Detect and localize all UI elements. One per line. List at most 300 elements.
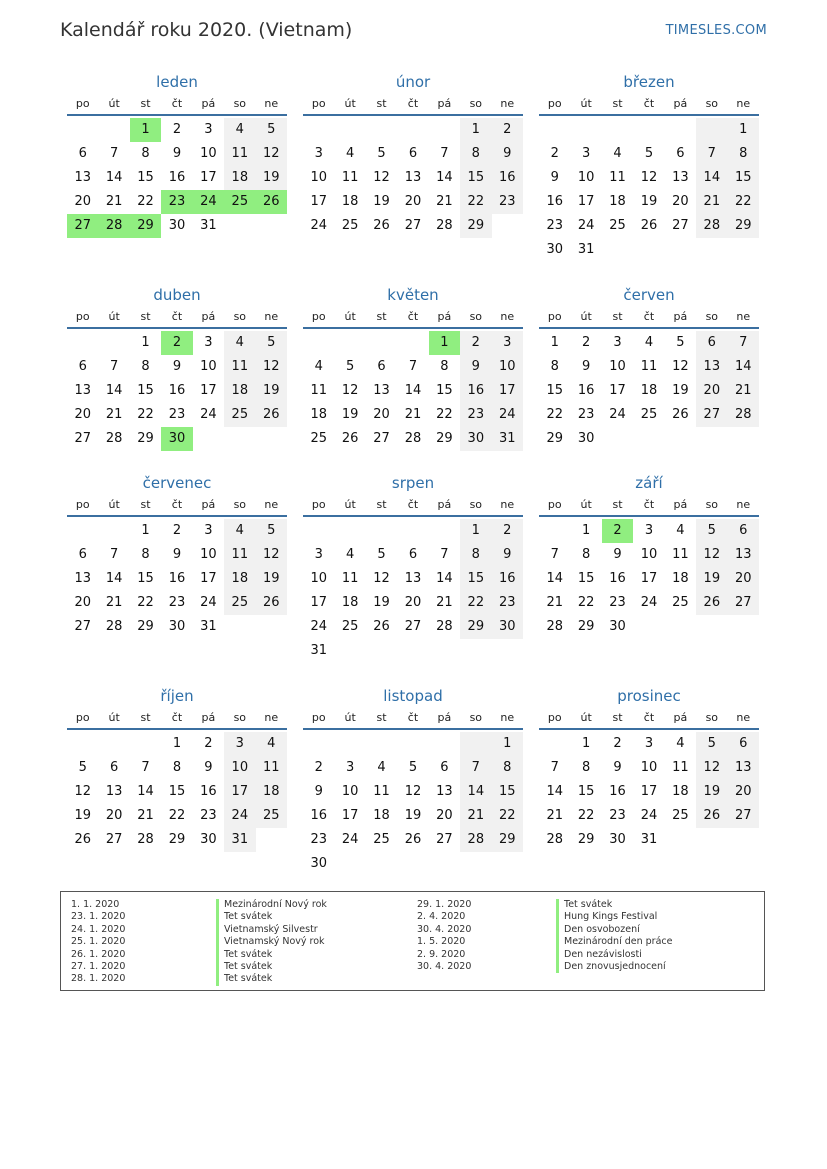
day-cell: 12 [640, 170, 658, 185]
day-cell: 5 [676, 335, 685, 350]
day-cell: 30 [200, 832, 217, 847]
day-cell: 8 [460, 543, 491, 567]
legend-holiday-name: Tet svátek [216, 973, 327, 985]
empty-cell [334, 519, 365, 543]
day-cell: 1 [172, 736, 182, 751]
day-cell: 23 [577, 407, 595, 422]
day-cell: 10 [640, 547, 658, 562]
month-name: červenec [142, 474, 212, 492]
day-cell: 18 [373, 808, 390, 823]
day-cell: 16 [200, 784, 217, 799]
weekday-label: po [75, 97, 90, 110]
day-cell: 13 [728, 756, 759, 780]
day-cell: 5 [256, 519, 287, 543]
day-cell: 19 [404, 808, 422, 823]
holiday-day-cell: 29 [130, 214, 161, 238]
weekday-label: čt [171, 310, 183, 323]
weekday-label: ne [264, 711, 279, 724]
day-cell: 21 [460, 804, 491, 828]
day-cell: 3 [644, 736, 654, 751]
month-6 [539, 285, 759, 451]
day-cell: 7 [728, 331, 759, 355]
weekday-label: ne [500, 310, 515, 323]
day-cell: 3 [492, 331, 523, 355]
legend-holiday-name: Vietnamský Nový rok [216, 936, 327, 948]
weekday-label: čt [171, 498, 183, 511]
weekday-label: ne [736, 97, 751, 110]
month-1 [67, 72, 287, 238]
day-cell: 20 [404, 595, 422, 610]
day-cell: 3 [644, 523, 654, 538]
day-cell: 9 [314, 784, 323, 799]
day-cell: 31 [200, 619, 217, 634]
day-cell: 6 [78, 359, 87, 374]
day-cell: 20 [696, 379, 727, 403]
day-cell: 4 [224, 118, 255, 142]
month-name: březen [623, 73, 675, 91]
day-cell: 5 [377, 547, 386, 562]
day-cell: 8 [460, 142, 491, 166]
empty-cell [366, 118, 397, 142]
month-name: říjen [160, 687, 194, 705]
brand-link[interactable]: TIMESLES.COM [665, 23, 767, 38]
day-grid [303, 519, 523, 663]
day-cell: 11 [256, 756, 287, 780]
day-cell: 10 [200, 146, 217, 161]
day-cell: 29 [137, 431, 154, 446]
day-cell: 7 [696, 142, 727, 166]
day-cell: 6 [408, 547, 418, 562]
empty-cell [67, 118, 98, 142]
day-cell: 4 [377, 760, 386, 775]
day-cell: 14 [460, 780, 491, 804]
day-cell: 31 [310, 643, 327, 658]
day-cell: 5 [408, 760, 418, 775]
day-cell: 15 [137, 571, 154, 586]
weekday-label: st [612, 310, 623, 323]
weekday-label: so [233, 498, 247, 511]
day-cell: 12 [341, 383, 359, 398]
day-cell: 3 [204, 335, 213, 350]
day-cell: 2 [172, 122, 182, 137]
month-name: srpen [391, 474, 435, 492]
day-cell: 15 [577, 571, 595, 586]
day-cell: 3 [314, 547, 323, 562]
day-cell: 9 [492, 543, 523, 567]
empty-cell [303, 519, 334, 543]
weekday-label: po [75, 711, 90, 724]
day-cell: 16 [609, 571, 626, 586]
weekday-label: pá [201, 310, 216, 323]
day-cell: 11 [672, 547, 689, 562]
day-cell: 20 [728, 780, 759, 804]
empty-cell [303, 331, 334, 355]
holiday-day-cell: 30 [161, 427, 192, 451]
weekday-label: út [108, 498, 120, 511]
day-cell: 10 [310, 571, 327, 586]
day-cell: 5 [696, 519, 727, 543]
day-cell: 2 [172, 523, 182, 538]
day-cell: 17 [310, 194, 327, 209]
day-cell: 11 [341, 170, 359, 185]
day-cell: 16 [492, 166, 523, 190]
day-cell: 30 [168, 619, 186, 634]
month-name: červen [623, 286, 675, 304]
day-cell: 19 [696, 780, 727, 804]
empty-cell [397, 118, 428, 142]
weekday-label: so [469, 711, 483, 724]
weekday-label: po [311, 97, 326, 110]
day-cell: 11 [672, 760, 689, 775]
weekday-label: pá [673, 498, 688, 511]
day-cell: 28 [436, 218, 453, 233]
weekday-header [303, 307, 523, 329]
day-cell: 24 [609, 407, 626, 422]
weekday-label: čt [643, 711, 655, 724]
day-grid [303, 732, 523, 876]
day-cell: 4 [676, 523, 685, 538]
day-cell: 9 [492, 142, 523, 166]
weekday-label: út [344, 711, 356, 724]
day-cell: 28 [546, 832, 563, 847]
day-cell: 3 [314, 146, 323, 161]
weekday-header [67, 94, 287, 116]
day-cell: 14 [436, 571, 453, 586]
day-cell: 19 [341, 407, 359, 422]
day-cell: 25 [609, 218, 626, 233]
day-cell: 17 [224, 780, 255, 804]
day-cell: 3 [204, 122, 213, 137]
weekday-label: so [705, 711, 719, 724]
day-cell: 26 [672, 407, 689, 422]
weekday-header [67, 495, 287, 517]
weekday-label: pá [437, 498, 452, 511]
day-cell: 16 [310, 808, 327, 823]
day-cell: 9 [613, 760, 622, 775]
day-cell: 27 [404, 619, 422, 634]
weekday-label: po [311, 498, 326, 511]
day-cell: 19 [696, 567, 727, 591]
day-cell: 29 [137, 619, 154, 634]
day-cell: 4 [644, 335, 654, 350]
day-cell: 7 [440, 547, 449, 562]
empty-cell [460, 732, 491, 756]
day-cell: 30 [310, 856, 327, 871]
day-cell: 31 [224, 828, 255, 852]
holiday-day-cell: 27 [67, 214, 98, 238]
weekday-label: st [140, 310, 151, 323]
weekday-label: so [233, 711, 247, 724]
day-cell: 24 [492, 403, 523, 427]
empty-cell [98, 732, 129, 756]
day-cell: 10 [492, 355, 523, 379]
weekday-label: pá [201, 711, 216, 724]
day-cell: 8 [141, 547, 150, 562]
weekday-label: so [469, 97, 483, 110]
day-cell: 26 [696, 804, 727, 828]
day-cell: 20 [74, 595, 91, 610]
day-cell: 23 [609, 808, 626, 823]
day-cell: 9 [172, 547, 182, 562]
weekday-label: čt [171, 711, 183, 724]
empty-cell [570, 118, 601, 142]
month-name: září [635, 474, 663, 492]
empty-cell [334, 732, 365, 756]
day-cell: 16 [168, 571, 186, 586]
day-cell: 21 [696, 190, 727, 214]
day-cell: 4 [224, 519, 255, 543]
empty-cell [67, 331, 98, 355]
day-cell: 21 [105, 194, 123, 209]
day-cell: 6 [440, 760, 449, 775]
day-cell: 27 [672, 218, 689, 233]
day-cell: 30 [168, 218, 186, 233]
empty-cell [303, 732, 334, 756]
day-cell: 21 [728, 379, 759, 403]
day-cell: 5 [345, 359, 355, 374]
empty-cell [130, 732, 161, 756]
weekday-header [303, 708, 523, 730]
day-cell: 18 [609, 194, 626, 209]
day-cell: 21 [436, 595, 453, 610]
empty-cell [98, 331, 129, 355]
day-cell: 24 [341, 832, 359, 847]
weekday-header [303, 94, 523, 116]
day-cell: 26 [640, 218, 658, 233]
day-cell: 11 [640, 359, 658, 374]
day-cell: 10 [224, 756, 255, 780]
day-cell: 27 [436, 832, 453, 847]
holiday-day-cell: 24 [193, 190, 224, 214]
empty-cell [539, 118, 570, 142]
day-grid [303, 118, 523, 238]
day-cell: 7 [460, 756, 491, 780]
day-cell: 2 [314, 760, 323, 775]
month-3 [539, 72, 759, 262]
weekday-label: ne [264, 498, 279, 511]
empty-cell [539, 519, 570, 543]
day-cell: 30 [609, 619, 626, 634]
day-cell: 23 [609, 595, 626, 610]
day-cell: 13 [404, 571, 422, 586]
day-cell: 28 [105, 431, 123, 446]
day-cell: 28 [546, 619, 563, 634]
day-cell: 22 [168, 808, 186, 823]
day-cell: 7 [550, 760, 559, 775]
day-cell: 20 [672, 194, 689, 209]
day-cell: 27 [696, 403, 727, 427]
month-8 [303, 473, 523, 663]
empty-cell [334, 331, 365, 355]
weekday-label: so [469, 310, 483, 323]
empty-cell [366, 732, 397, 756]
day-cell: 27 [404, 218, 422, 233]
day-cell: 12 [256, 543, 287, 567]
month-name: leden [156, 73, 198, 91]
day-cell: 12 [74, 784, 91, 799]
day-cell: 3 [204, 523, 213, 538]
day-cell: 25 [224, 403, 255, 427]
day-grid [539, 118, 759, 262]
legend-date: 25. 1. 2020 [71, 936, 126, 948]
weekday-label: út [108, 711, 120, 724]
day-cell: 22 [546, 407, 563, 422]
day-cell: 13 [696, 355, 727, 379]
legend-dates-left [71, 899, 125, 986]
empty-cell [98, 519, 129, 543]
day-cell: 8 [172, 760, 182, 775]
day-grid [67, 732, 287, 852]
day-cell: 22 [137, 407, 154, 422]
day-cell: 21 [105, 407, 123, 422]
day-cell: 28 [460, 828, 491, 852]
day-cell: 6 [696, 331, 727, 355]
legend-holiday-name: Mezinárodní den práce [556, 936, 672, 948]
day-cell: 17 [640, 571, 658, 586]
day-cell: 15 [728, 166, 759, 190]
day-cell: 5 [256, 331, 287, 355]
day-cell: 7 [550, 547, 559, 562]
holiday-legend [60, 891, 765, 991]
day-cell: 13 [74, 383, 91, 398]
day-cell: 6 [377, 359, 386, 374]
weekday-label: st [612, 711, 623, 724]
day-cell: 18 [256, 780, 287, 804]
day-cell: 26 [341, 431, 359, 446]
day-cell: 15 [546, 383, 563, 398]
day-cell: 25 [341, 619, 359, 634]
day-cell: 29 [460, 214, 491, 238]
weekday-label: st [376, 498, 387, 511]
day-cell: 15 [577, 784, 595, 799]
day-cell: 22 [577, 808, 595, 823]
day-cell: 9 [172, 146, 182, 161]
day-cell: 16 [609, 784, 626, 799]
day-cell: 29 [168, 832, 186, 847]
day-cell: 7 [141, 760, 150, 775]
day-cell: 28 [105, 619, 123, 634]
empty-cell [397, 331, 428, 355]
day-cell: 7 [408, 359, 418, 374]
day-cell: 18 [341, 194, 359, 209]
legend-date: 27. 1. 2020 [71, 960, 126, 972]
day-cell: 22 [492, 804, 523, 828]
day-cell: 15 [436, 383, 453, 398]
weekday-label: po [311, 711, 326, 724]
day-cell: 4 [314, 359, 323, 374]
day-cell: 22 [728, 190, 759, 214]
weekday-label: ne [736, 498, 751, 511]
day-cell: 20 [74, 407, 91, 422]
day-cell: 6 [78, 547, 87, 562]
legend-date: 2. 9. 2020 [417, 948, 466, 960]
legend-holiday-name: Tet svátek [216, 911, 327, 923]
day-cell: 26 [696, 591, 727, 615]
weekday-label: po [547, 711, 562, 724]
day-cell: 22 [137, 595, 154, 610]
day-cell: 30 [460, 427, 491, 451]
day-cell: 18 [672, 571, 689, 586]
day-cell: 7 [109, 359, 119, 374]
day-cell: 11 [373, 784, 390, 799]
legend-holiday-name: Den osvobození [556, 924, 672, 936]
weekday-header [539, 708, 759, 730]
empty-cell [539, 732, 570, 756]
day-cell: 10 [200, 359, 217, 374]
day-cell: 16 [168, 383, 186, 398]
day-cell: 18 [672, 784, 689, 799]
day-cell: 16 [492, 567, 523, 591]
day-cell: 27 [728, 804, 759, 828]
weekday-header [539, 307, 759, 329]
day-cell: 17 [200, 571, 217, 586]
weekday-header [67, 708, 287, 730]
day-cell: 20 [404, 194, 422, 209]
weekday-header [67, 307, 287, 329]
day-cell: 10 [640, 760, 658, 775]
day-cell: 3 [224, 732, 255, 756]
day-cell: 22 [460, 591, 491, 615]
day-cell: 1 [460, 118, 491, 142]
day-cell: 19 [373, 194, 390, 209]
weekday-label: út [108, 310, 120, 323]
day-cell: 9 [172, 359, 182, 374]
day-cell: 20 [74, 194, 91, 209]
holiday-day-cell: 1 [429, 331, 460, 355]
day-cell: 17 [609, 383, 626, 398]
day-cell: 23 [168, 407, 186, 422]
day-cell: 27 [74, 619, 91, 634]
day-cell: 23 [310, 832, 327, 847]
day-cell: 16 [546, 194, 563, 209]
weekday-label: pá [673, 97, 688, 110]
day-grid [67, 118, 287, 238]
day-cell: 21 [436, 194, 453, 209]
day-cell: 28 [404, 431, 422, 446]
weekday-header [539, 94, 759, 116]
day-cell: 10 [310, 170, 327, 185]
day-cell: 31 [492, 427, 523, 451]
legend-names-right [556, 899, 672, 973]
day-grid [67, 519, 287, 639]
day-cell: 1 [492, 732, 523, 756]
day-cell: 12 [256, 355, 287, 379]
day-cell: 18 [224, 567, 255, 591]
weekday-label: po [75, 310, 90, 323]
day-cell: 29 [546, 431, 563, 446]
holiday-day-cell: 28 [98, 214, 129, 238]
day-cell: 28 [436, 619, 453, 634]
empty-cell [397, 732, 428, 756]
day-cell: 9 [550, 170, 559, 185]
day-cell: 9 [581, 359, 591, 374]
day-grid [539, 519, 759, 639]
day-cell: 10 [577, 170, 595, 185]
day-cell: 14 [546, 571, 563, 586]
day-cell: 5 [256, 118, 287, 142]
day-cell: 9 [613, 547, 622, 562]
day-grid [303, 331, 523, 451]
legend-holiday-name: Den nezávislosti [556, 949, 672, 961]
day-cell: 1 [581, 736, 591, 751]
weekday-label: so [469, 498, 483, 511]
day-cell: 1 [550, 335, 559, 350]
day-cell: 14 [404, 383, 422, 398]
month-name: listopad [383, 687, 443, 705]
day-cell: 11 [224, 543, 255, 567]
day-cell: 13 [404, 170, 422, 185]
day-cell: 5 [696, 732, 727, 756]
